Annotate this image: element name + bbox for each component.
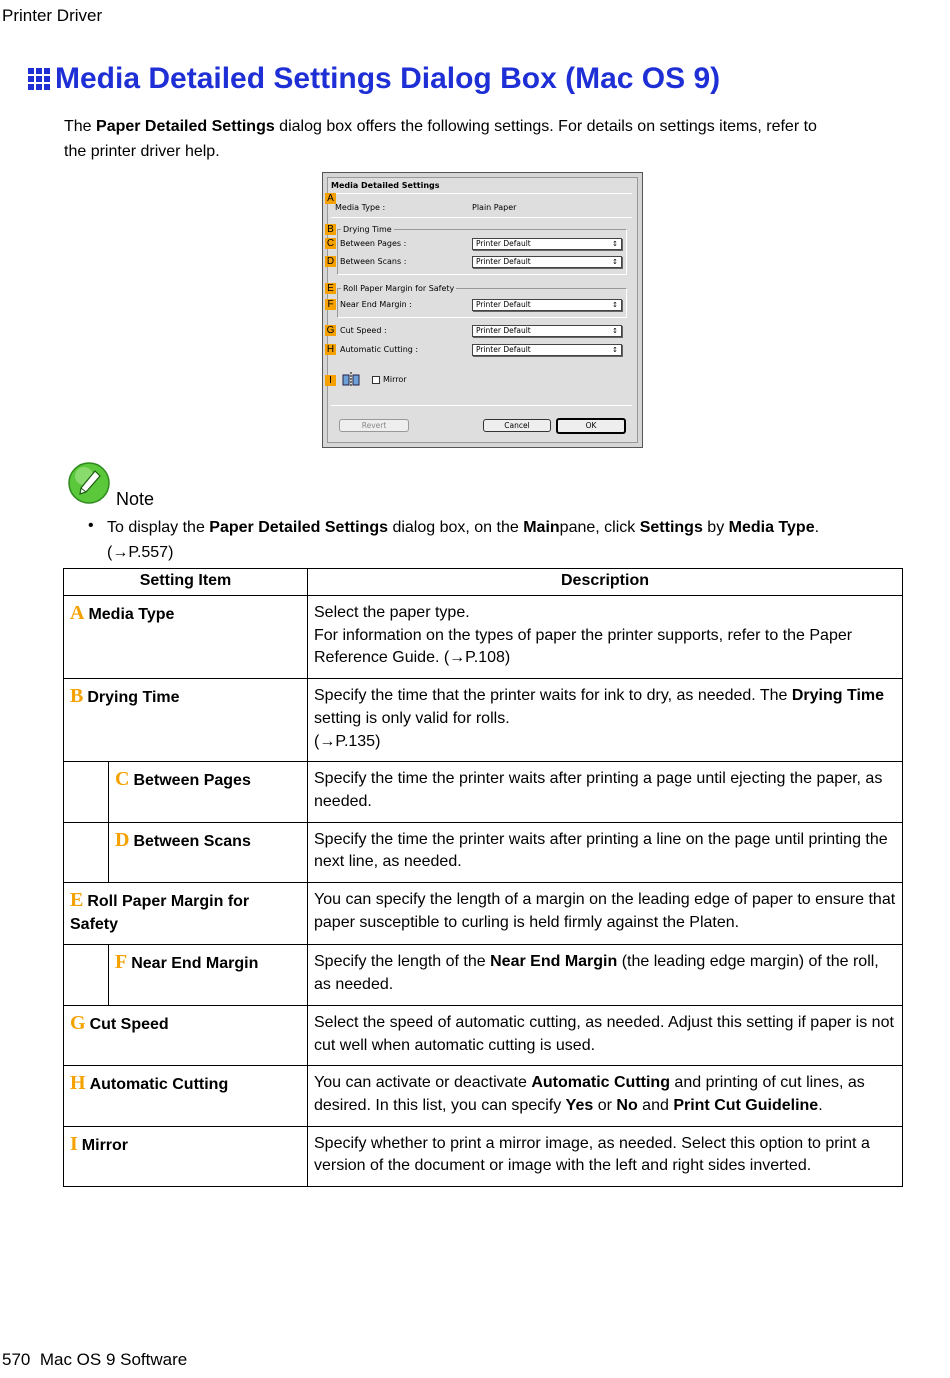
dialog-divider [331, 193, 632, 194]
table-row [64, 762, 903, 822]
item-letter: G [70, 1011, 86, 1034]
setting-description: You can specify the length of a margin on the leading edge of paper to ensure that paper susceptible to curling is held firmly against the Platen. [308, 883, 903, 945]
item-letter: I [70, 1132, 78, 1155]
table-row [64, 822, 903, 882]
setting-item [64, 883, 308, 945]
roll-margin-group-label: Roll Paper Margin for Safety [343, 284, 455, 293]
ok-button[interactable]: OK [556, 418, 626, 434]
setting-item [64, 679, 308, 762]
mirror-icon [342, 371, 360, 387]
settings-table [63, 568, 903, 1187]
setting-subitem [109, 822, 308, 882]
item-letter: D [115, 828, 130, 851]
page-title-text: Media Detailed Settings Dialog Box (Mac OS 9) [55, 62, 721, 95]
marker-c: C [326, 238, 335, 249]
note-reference: (→P.557) [107, 544, 174, 561]
table-row [64, 679, 903, 762]
media-type-value: Plain Paper [472, 203, 517, 212]
marker-f: F [325, 299, 336, 310]
indent-cell [64, 822, 109, 882]
near-end-margin-select[interactable]: Printer Default ↕ [472, 299, 622, 311]
item-letter: A [70, 602, 85, 624]
marker-d: D [326, 256, 335, 267]
intro-text: The [64, 118, 97, 135]
item-letter: E [70, 889, 84, 912]
mirror-checkbox[interactable] [372, 376, 380, 384]
item-name: Near End Margin [131, 955, 259, 973]
intro-bold-term: Paper Detailed Settings [96, 118, 275, 135]
revert-button[interactable]: Revert [339, 419, 409, 432]
item-name: Between Scans [133, 832, 251, 850]
setting-description: Specify the time the printer waits after printing a line on the page until printing the next line, as needed. [308, 822, 903, 882]
marker-i: I [325, 375, 336, 386]
marker-e: E [325, 283, 336, 294]
grid-bullet-icon [28, 68, 50, 90]
item-name: Between Pages [133, 772, 251, 790]
table-row [64, 1066, 903, 1126]
setting-subitem [109, 945, 308, 1005]
between-pages-label: Between Pages : [340, 239, 407, 248]
setting-item [64, 596, 308, 679]
note-pencil-icon [68, 462, 110, 504]
table-header-row [64, 569, 903, 596]
note-label: Note [116, 489, 155, 509]
table-row [64, 883, 903, 945]
between-scans-select[interactable]: Printer Default ↕ [472, 256, 622, 268]
item-letter: B [70, 685, 84, 708]
setting-description: Specify the time that the printer waits for ink to dry, as needed. The Drying Time setting is only valid for rolls. (→P.135) [308, 679, 903, 762]
dialog-divider [331, 405, 632, 406]
setting-description: Specify whether to print a mirror image, as needed. Select this option to print a version of the document or image with the left and right sides inverted. [308, 1126, 903, 1186]
between-pages-select[interactable]: Printer Default ↕ [472, 238, 622, 250]
header-setting-item: Setting Item [64, 569, 308, 596]
marker-g: G [326, 325, 335, 336]
item-name: Mirror [81, 1136, 129, 1154]
item-name: Automatic Cutting [89, 1076, 229, 1094]
note-bullet-item [88, 515, 908, 565]
between-scans-label: Between Scans : [340, 257, 407, 266]
setting-description: You can activate or deactivate Automatic Cutting and printing of cut lines, as desired. In this list, you can specify Yes or No and Print Cut Guideline. [308, 1066, 903, 1126]
cancel-button[interactable]: Cancel [483, 419, 551, 432]
setting-description: Specify the time the printer waits after printing a page until ejecting the paper, as needed. [308, 762, 903, 822]
automatic-cutting-select[interactable]: Printer Default ↕ [472, 344, 622, 356]
page-number: 570 [2, 1350, 31, 1369]
mirror-label: Mirror [383, 375, 407, 384]
table-row [64, 945, 903, 1005]
table-row [64, 1005, 903, 1065]
item-name: Drying Time [87, 689, 180, 707]
table-row [64, 596, 903, 679]
drying-time-group [337, 229, 627, 275]
cut-speed-select[interactable]: Printer Default ↕ [472, 325, 622, 337]
intro-text: the printer driver help. [64, 143, 220, 160]
dialog-divider [331, 217, 632, 218]
item-letter: F [115, 951, 128, 974]
page-footer [2, 1350, 187, 1370]
marker-a: A [325, 193, 336, 204]
running-header: Printer Driver [2, 6, 103, 25]
item-letter: H [70, 1072, 86, 1095]
header-description: Description [308, 569, 903, 596]
item-name: Media Type [88, 606, 175, 623]
media-type-label: Media Type : [335, 203, 386, 212]
setting-description: Specify the length of the Near End Margin (the leading edge margin) of the roll, as needed. [308, 945, 903, 1005]
intro-text: dialog box offers the following settings. For details on settings items, refer to [274, 118, 817, 135]
setting-item [64, 1126, 308, 1186]
drying-time-group-label: Drying Time [343, 225, 392, 234]
near-end-margin-label: Near End Margin : [340, 300, 412, 309]
dialog-screenshot [322, 172, 643, 448]
setting-item [64, 1066, 308, 1126]
cut-speed-label: Cut Speed : [340, 326, 387, 335]
table-row [64, 1126, 903, 1186]
setting-item [64, 1005, 308, 1065]
bullet-glyph: • [88, 517, 94, 534]
item-name: Roll Paper Margin for Safety [70, 893, 250, 933]
item-name: Cut Speed [89, 1015, 169, 1033]
item-letter: C [115, 768, 130, 791]
note-text: To display the Paper Detailed Settings dialog box, on the Mainpane, click Settings by Media Type. [107, 519, 820, 536]
footer-section: Mac OS 9 Software [39, 1350, 188, 1369]
setting-subitem [109, 762, 308, 822]
indent-cell [64, 762, 109, 822]
setting-description: Select the speed of automatic cutting, as needed. Adjust this setting if paper is not cut well when automatic cutting is used. [308, 1005, 903, 1065]
intro-paragraph [64, 114, 904, 164]
marker-h: H [326, 344, 335, 355]
setting-description: Select the paper type. For information on the types of paper the printer supports, refer to the Paper Reference Guide. (→P.108) [308, 596, 903, 679]
indent-cell [64, 945, 109, 1005]
marker-b: B [325, 224, 336, 235]
page-title [28, 62, 720, 96]
automatic-cutting-label: Automatic Cutting : [340, 345, 419, 354]
dialog-title: Media Detailed Settings [331, 181, 440, 190]
